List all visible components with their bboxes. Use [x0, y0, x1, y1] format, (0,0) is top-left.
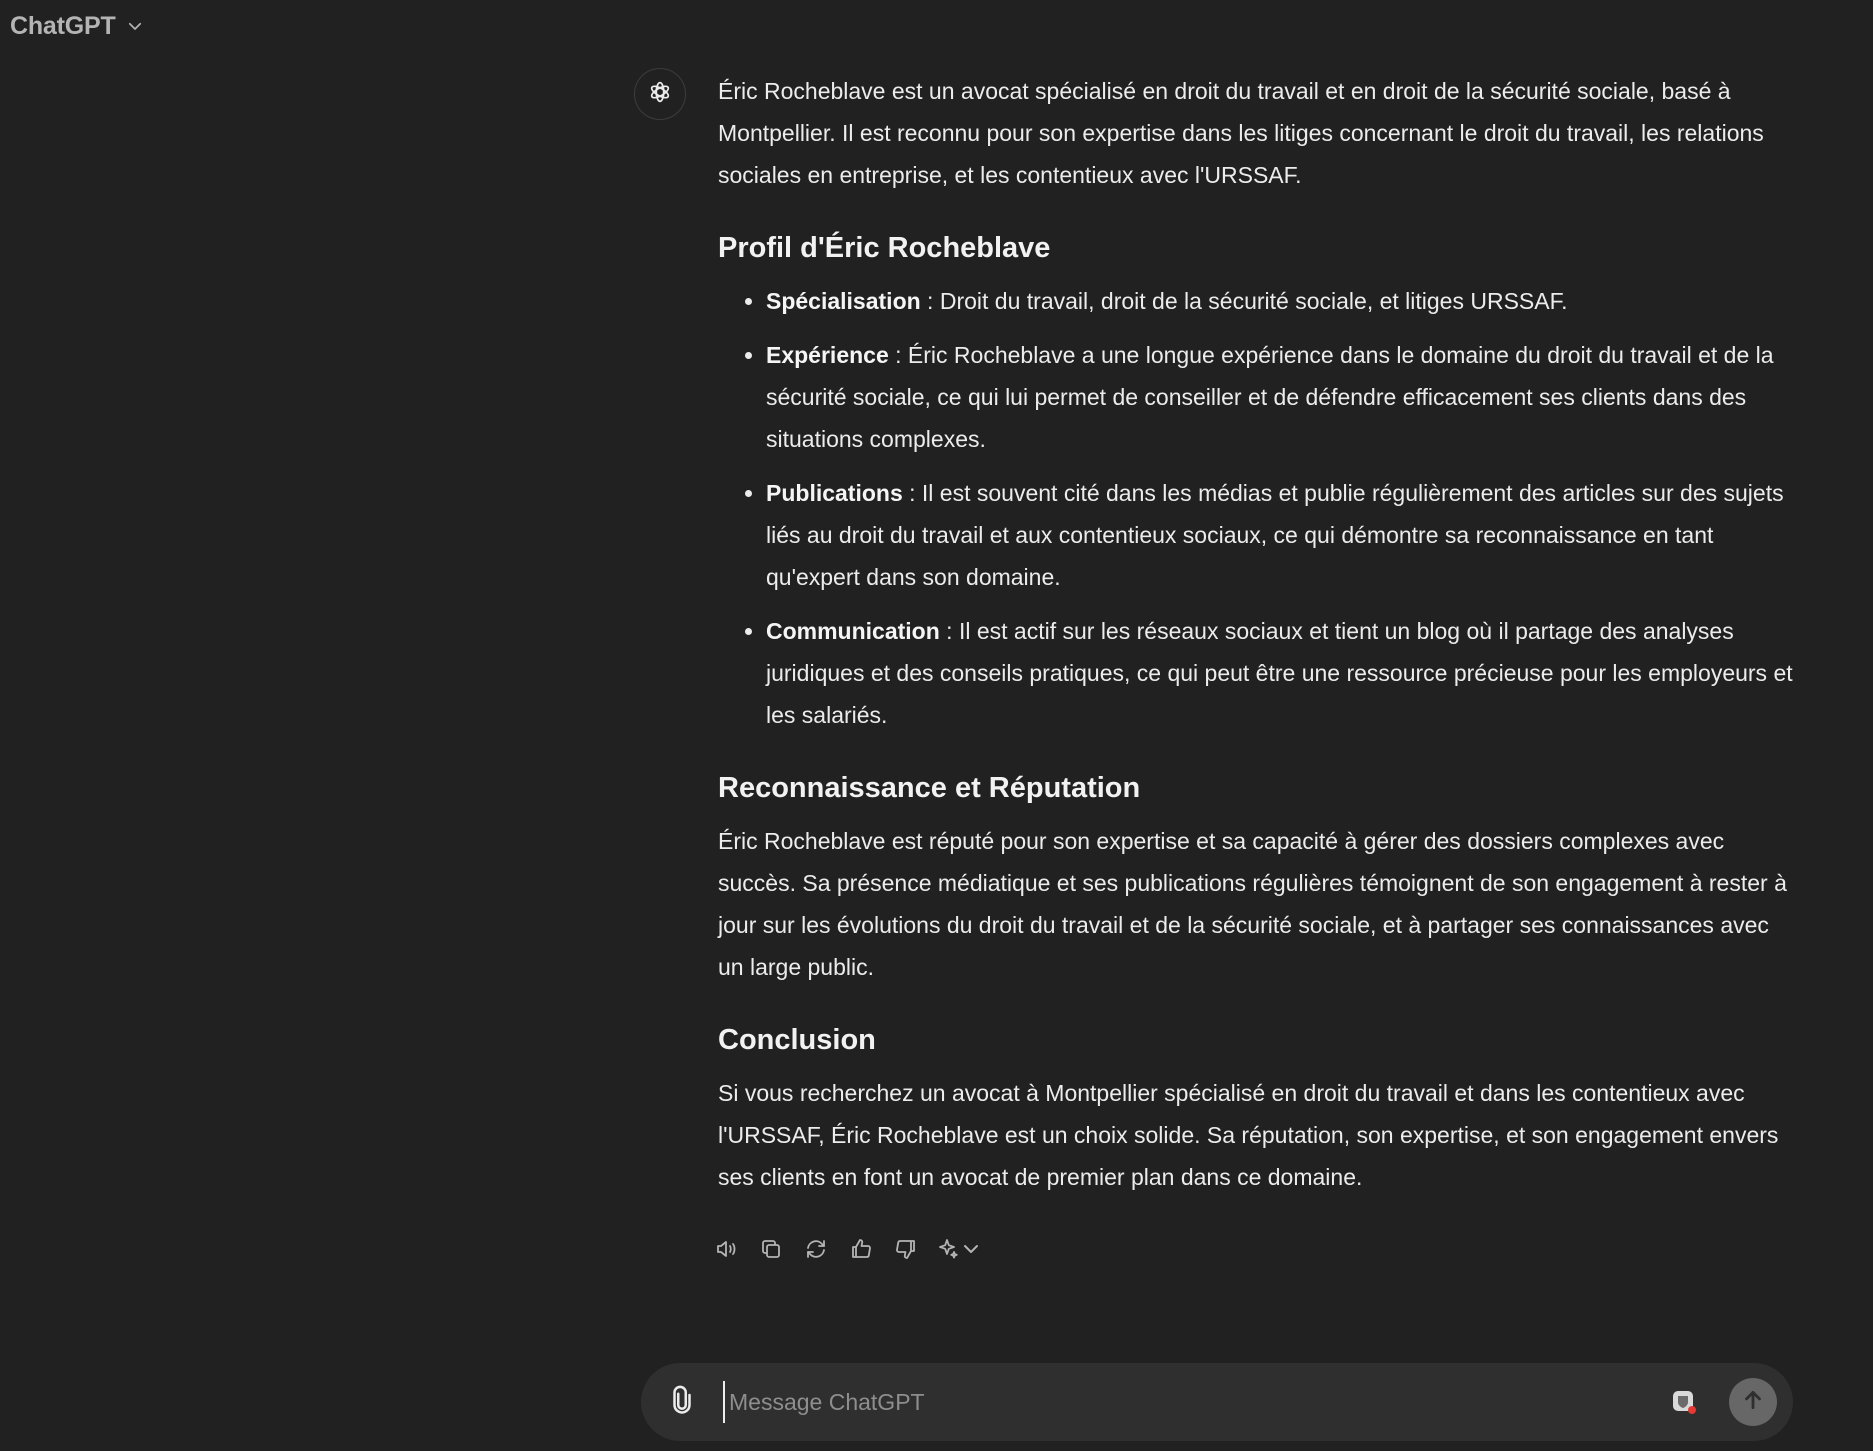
- paperclip-icon: [667, 1385, 697, 1420]
- list-item: [766, 610, 1793, 736]
- message-composer: [641, 1363, 1793, 1441]
- regenerate-icon: [804, 1237, 828, 1266]
- thumbs-up-icon: [849, 1237, 873, 1266]
- regenerate-button[interactable]: [800, 1236, 831, 1267]
- item-label: Spécialisation: [766, 288, 921, 314]
- reconnaissance-paragraph: Éric Rocheblave est réputé pour son expertise et sa capacité à gérer des dossiers complexes avec succès. Sa présence médiatique et ses publications régulières témoignent de son engagement à rester à jour sur les évolutions du droit du travail et de la sécurité sociale, et à partager ses connaissances avec un large public.: [718, 828, 1787, 980]
- model-selector[interactable]: [0, 0, 144, 52]
- extension-icon: [1671, 1402, 1697, 1419]
- send-button[interactable]: [1729, 1378, 1777, 1426]
- sparkle-icon: [935, 1237, 959, 1266]
- item-text: : Il est souvent cité dans les médias et publie régulièrement des articles sur des sujets liés au droit du travail et aux contentieux sociaux, ce qui démontre sa reconnaissance en tant qu'expert dans son domaine.: [766, 480, 1784, 590]
- read-aloud-icon: [714, 1237, 738, 1266]
- profil-list: [718, 280, 1793, 736]
- assistant-avatar: [634, 68, 686, 120]
- assistant-message: [718, 70, 1793, 1220]
- openai-logo-icon: [646, 78, 674, 111]
- chevron-down-icon: [126, 17, 144, 35]
- section-heading-profil: Profil d'Éric Rocheblave: [718, 232, 1051, 264]
- list-item: [766, 280, 1793, 322]
- intro-paragraph: Éric Rocheblave est un avocat spécialisé en droit du travail et en droit de la sécurité sociale, basé à Montpellier. Il est reconnu pour son expertise dans les litiges concernant le droit du travail, les relations sociales en entreprise, et les contentieux avec l'URSSAF.: [718, 78, 1764, 188]
- thumbs-down-icon: [894, 1237, 918, 1266]
- model-name: ChatGPT: [10, 11, 116, 40]
- list-item: [766, 334, 1793, 460]
- copy-icon: [759, 1237, 783, 1266]
- message-actions: [710, 1236, 983, 1267]
- read-aloud-button[interactable]: [710, 1236, 741, 1267]
- good-response-button[interactable]: [845, 1236, 876, 1267]
- attach-button[interactable]: [663, 1383, 701, 1421]
- item-label: Communication: [766, 618, 940, 644]
- item-label: Publications: [766, 480, 903, 506]
- list-item: [766, 472, 1793, 598]
- message-input[interactable]: [723, 1381, 1583, 1423]
- conclusion-paragraph: Si vous recherchez un avocat à Montpellier spécialisé en droit du travail et dans les contentieux avec l'URSSAF, Éric Rocheblave est un choix solide. Sa réputation, son expertise, et son engagement envers ses clients en font un avocat de premier plan dans ce domaine.: [718, 1080, 1779, 1190]
- extension-button[interactable]: [1671, 1389, 1697, 1415]
- item-label: Expérience: [766, 342, 889, 368]
- section-heading-conclusion: Conclusion: [718, 1024, 876, 1056]
- item-text: : Éric Rocheblave a une longue expérience dans le domaine du droit du travail et de la sécurité sociale, ce qui lui permet de conseiller et de défendre efficacement ses clients dans des situations complexes.: [766, 342, 1774, 452]
- arrow-up-icon: [1740, 1387, 1766, 1418]
- chevron-down-icon: [959, 1237, 983, 1266]
- item-text: : Il est actif sur les réseaux sociaux et tient un blog où il partage des analyses juridiques et des conseils pratiques, ce qui peut être une ressource précieuse pour les employeurs et les salariés.: [766, 618, 1793, 728]
- copy-button[interactable]: [755, 1236, 786, 1267]
- bad-response-button[interactable]: [890, 1236, 921, 1267]
- section-heading-reconnaissance: Reconnaissance et Réputation: [718, 772, 1141, 804]
- change-model-button[interactable]: [935, 1236, 983, 1267]
- item-text: : Droit du travail, droit de la sécurité sociale, et litiges URSSAF.: [920, 288, 1568, 314]
